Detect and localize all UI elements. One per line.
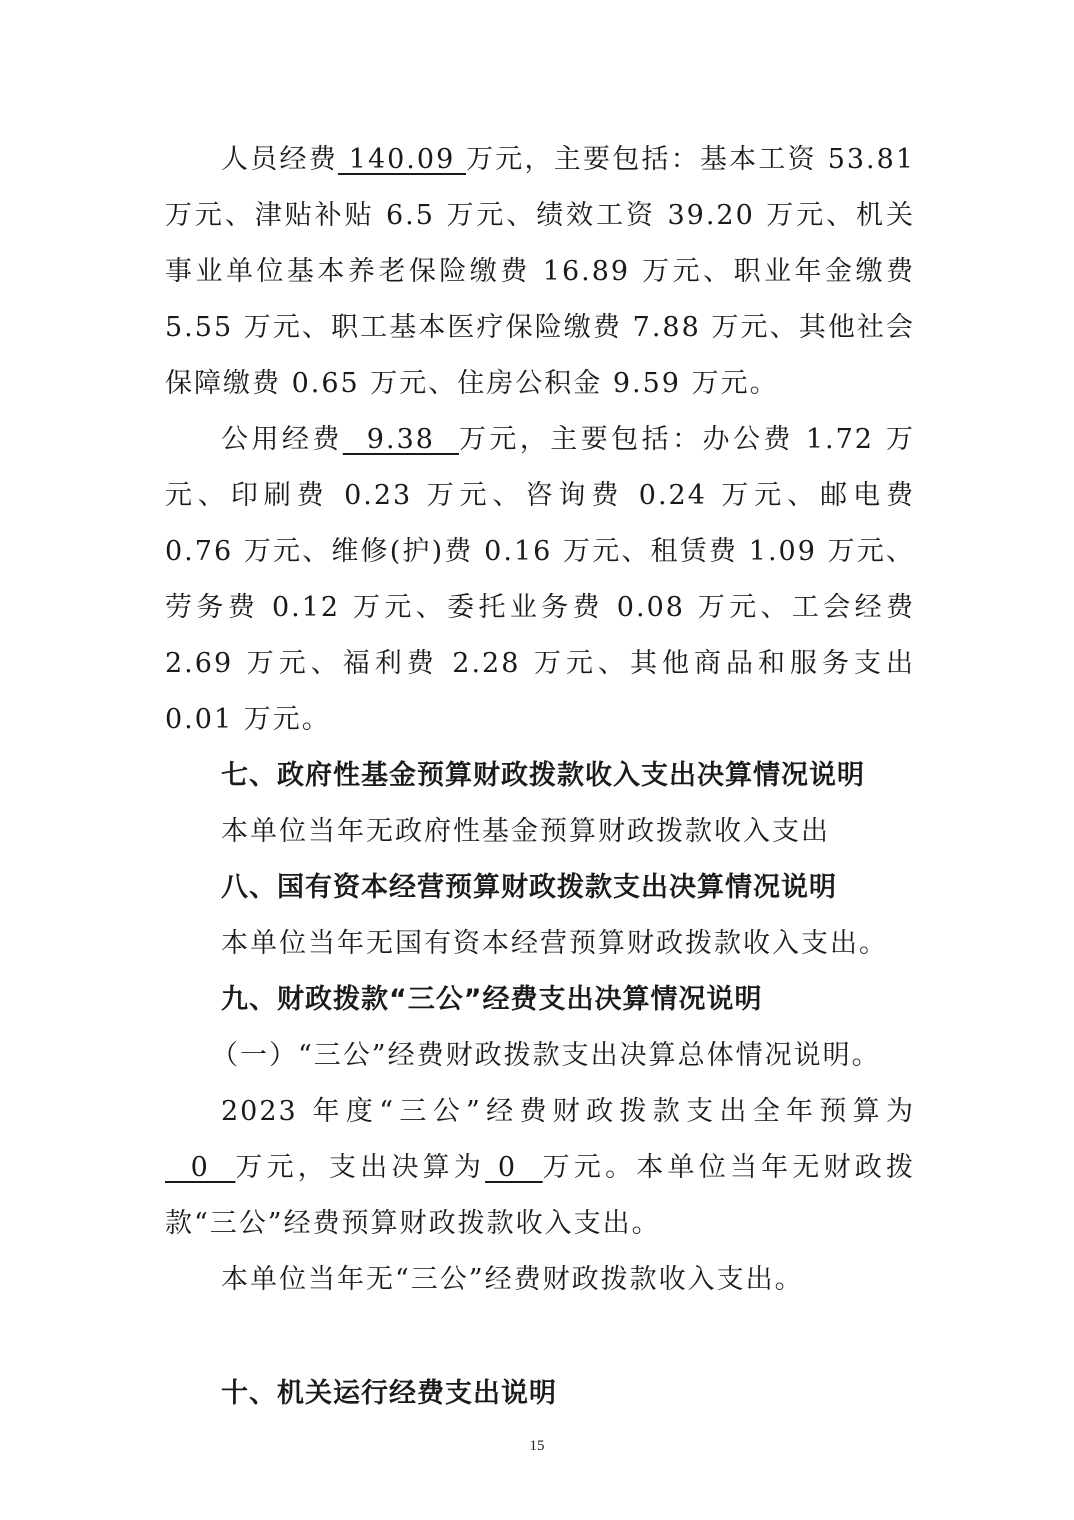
budget-amount: 0 <box>165 1152 236 1183</box>
personnel-label: 人员经费 <box>221 144 338 175</box>
section-10-heading: 十、机关运行经费支出说明 <box>221 1378 557 1409</box>
document-page <box>165 132 915 1422</box>
public-detail: 万元，主要包括：办公费 1.72 万元、印刷费 0.23 万元、咨询费 0.24 万元、邮电费 0.76 万元、维修(护)费 0.16 万元、租赁费 1.09 万元、劳务费 0.12 万元、委托业务费 0.08 万元、工会经费 2.69 万元、福利费 2.28 万元、其他商品和服务支出 0.01 万元。 <box>165 424 915 735</box>
personnel-expense-paragraph <box>165 132 915 412</box>
actual-amount: 0 <box>485 1152 543 1183</box>
section-7-text: 本单位当年无政府性基金预算财政拨款收入支出 <box>221 816 830 847</box>
section-9-text: 本单位当年无“三公”经费财政拨款收入支出。 <box>221 1264 804 1295</box>
budget-text-b: 万元，支出决算为 <box>235 1152 486 1183</box>
page-number: 15 <box>529 1438 545 1454</box>
three-public-budget-paragraph <box>165 1084 915 1252</box>
budget-text-a: 2023 年度“三公”经费财政拨款支出全年预算为 <box>221 1096 915 1127</box>
personnel-detail: 万元，主要包括：基本工资 53.81 万元、津贴补贴 6.5 万元、绩效工资 39.20 万元、机关事业单位基本养老保险缴费 16.89 万元、职业年金缴费 5.55 万元、职工基本医疗保险缴费 7.88 万元、其他社会保障缴费 0.65 万元、住房公积金 9.59 万元。 <box>165 144 915 399</box>
public-label: 公用经费 <box>221 424 343 455</box>
section-8-heading: 八、国有资本经营预算财政拨款支出决算情况说明 <box>221 872 837 903</box>
budget-text-c: 万元。本单位当年无财政拨款“三公”经费预算财政拨款收入支出。 <box>165 1152 916 1239</box>
spacer <box>165 1308 915 1366</box>
section-9-subheading: （一）“三公”经费财政拨款支出决算总体情况说明。 <box>211 1040 881 1071</box>
personnel-amount: 140.09 <box>337 144 467 175</box>
section-9-heading: 九、财政拨款“三公”经费支出决算情况说明 <box>221 984 763 1015</box>
section-8-text: 本单位当年无国有资本经营预算财政拨款收入支出。 <box>221 928 888 959</box>
public-amount: 9.38 <box>342 424 459 455</box>
public-expense-paragraph <box>165 412 915 748</box>
section-7-heading: 七、政府性基金预算财政拨款收入支出决算情况说明 <box>221 760 865 791</box>
